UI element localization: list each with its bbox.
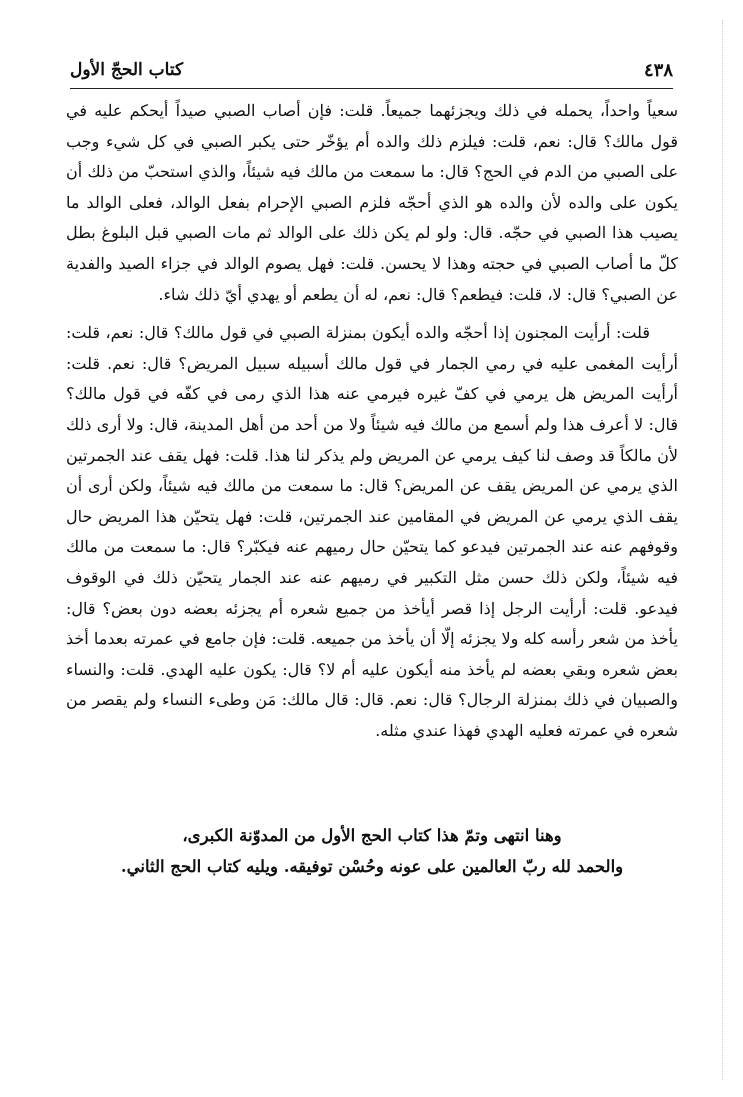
paragraph-2: قلت: أرأيت المجنون إذا أحجّه والده أيكون بمنزلة الصبي في قول مالك؟ قال: نعم، قلت: أرأيت المغمى عليه في رمي الجمار في قول مالك أسبيله سبيل المريض؟ قال: نعم. قلت: أرأيت المريض هل يرمي في كفّ غيره فيرمي عنه هذا الذي رمى في كفّه في قول مالك؟ قال: لا أعرف هذا ولم أسمع من مالك فيه شيئاً ولا من أحد من أهل المدينة، قال: ولا أرى ذلك لأن مالكاً قد وصف لنا كيف يرمي عن المريض ولم يذكر لنا هذا. قلت: فهل يقف عند الجمرتين الذي يرمي عن المريض يقف عن المريض؟ قال: ما سمعت من مالك فيه شيئاً، ولكن أرى أن يقف الذي يرمي عن المريض في المقامين عند الجمرتين، قلت: فهل يتحيّن هذا المريض حال وقوفهم عنه عند الجمرتين فيدعو كما يتحيّن حال رميهم عنه فيكبّر؟ قال: ما سمعت من مالك فيه شيئاً، ولكن ذلك حسن مثل التكبير في رميهم عنه عند الجمار يتحيّن ذلك في الوقوف فيدعو. قلت: أرأيت الرجل إذا قصر أيأخذ من جميع شعره أم يجزئه بعضه دون بعض؟ قال: يأخذ من شعر رأسه كله ولا يجزئه إلّا أن يأخذ من جميعه. قلت: فإن جامع في عمرته بعدما أخذ بعض شعره وبقي بعضه لم يأخذ منه أيكون عليه أم لا؟ قال: يكون عليه الهدي. قلت: والنساء والصبيان في ذلك بمنزلة الرجال؟ قال: نعم. قال: قال مالك: مَن وطىء النساء ولم يقصر من شعره في عمرته فعليه الهدي فهذا عندي مثله. — [66, 323, 678, 740]
running-title: كتاب الحجّ الأول — [70, 60, 184, 80]
header-rule — [70, 88, 673, 89]
page-number: ٤٣٨ — [643, 60, 673, 81]
main-text — [66, 96, 678, 746]
page-header — [70, 56, 673, 86]
closing-line-1: وهنا انتهى وتمّ هذا كتاب الحج الأول من المدوّنة الكبرى، — [182, 826, 562, 845]
closing-line-2: والحمد لله ربّ العالمين على عونه وحُسْن توفيقه. ويليه كتاب الحج الثاني. — [120, 857, 624, 876]
paragraph-1: سعياً واحداً، يحمله في ذلك ويجزئهما جميعاً. قلت: فإن أصاب الصبي صيداً أيحكم عليه في قول مالك؟ قال: نعم، قلت: فيلزم ذلك والده أم يؤخّر حتى يكبر الصبي في كل شيء وجب على الصبي من الدم في الحج؟ قال: ما سمعت من مالك فيه شيئاً، والذي استحبّ من ذلك أن يكون على والده لأن والده هو الذي أحجّه فلزم الصبي الإحرام بفعل الوالد، فعلى الوالد ما يصيب هذا الصبي في حجّه. قال: ولو لم يكن ذلك على الوالد ثم مات الصبي قبل البلوغ بطل كلّ ما أصاب الصبي في حجته وهذا لا يحسن. قلت: فهل يصوم الوالد في جزاء الصيد والفدية عن الصبي؟ قال: لا، قلت: فيطعم؟ قال: نعم، له أن يطعم أو يهدي أيّ ذلك شاء. — [66, 101, 678, 304]
closing-colophon — [66, 820, 678, 882]
page-edge-rule — [722, 20, 723, 1080]
